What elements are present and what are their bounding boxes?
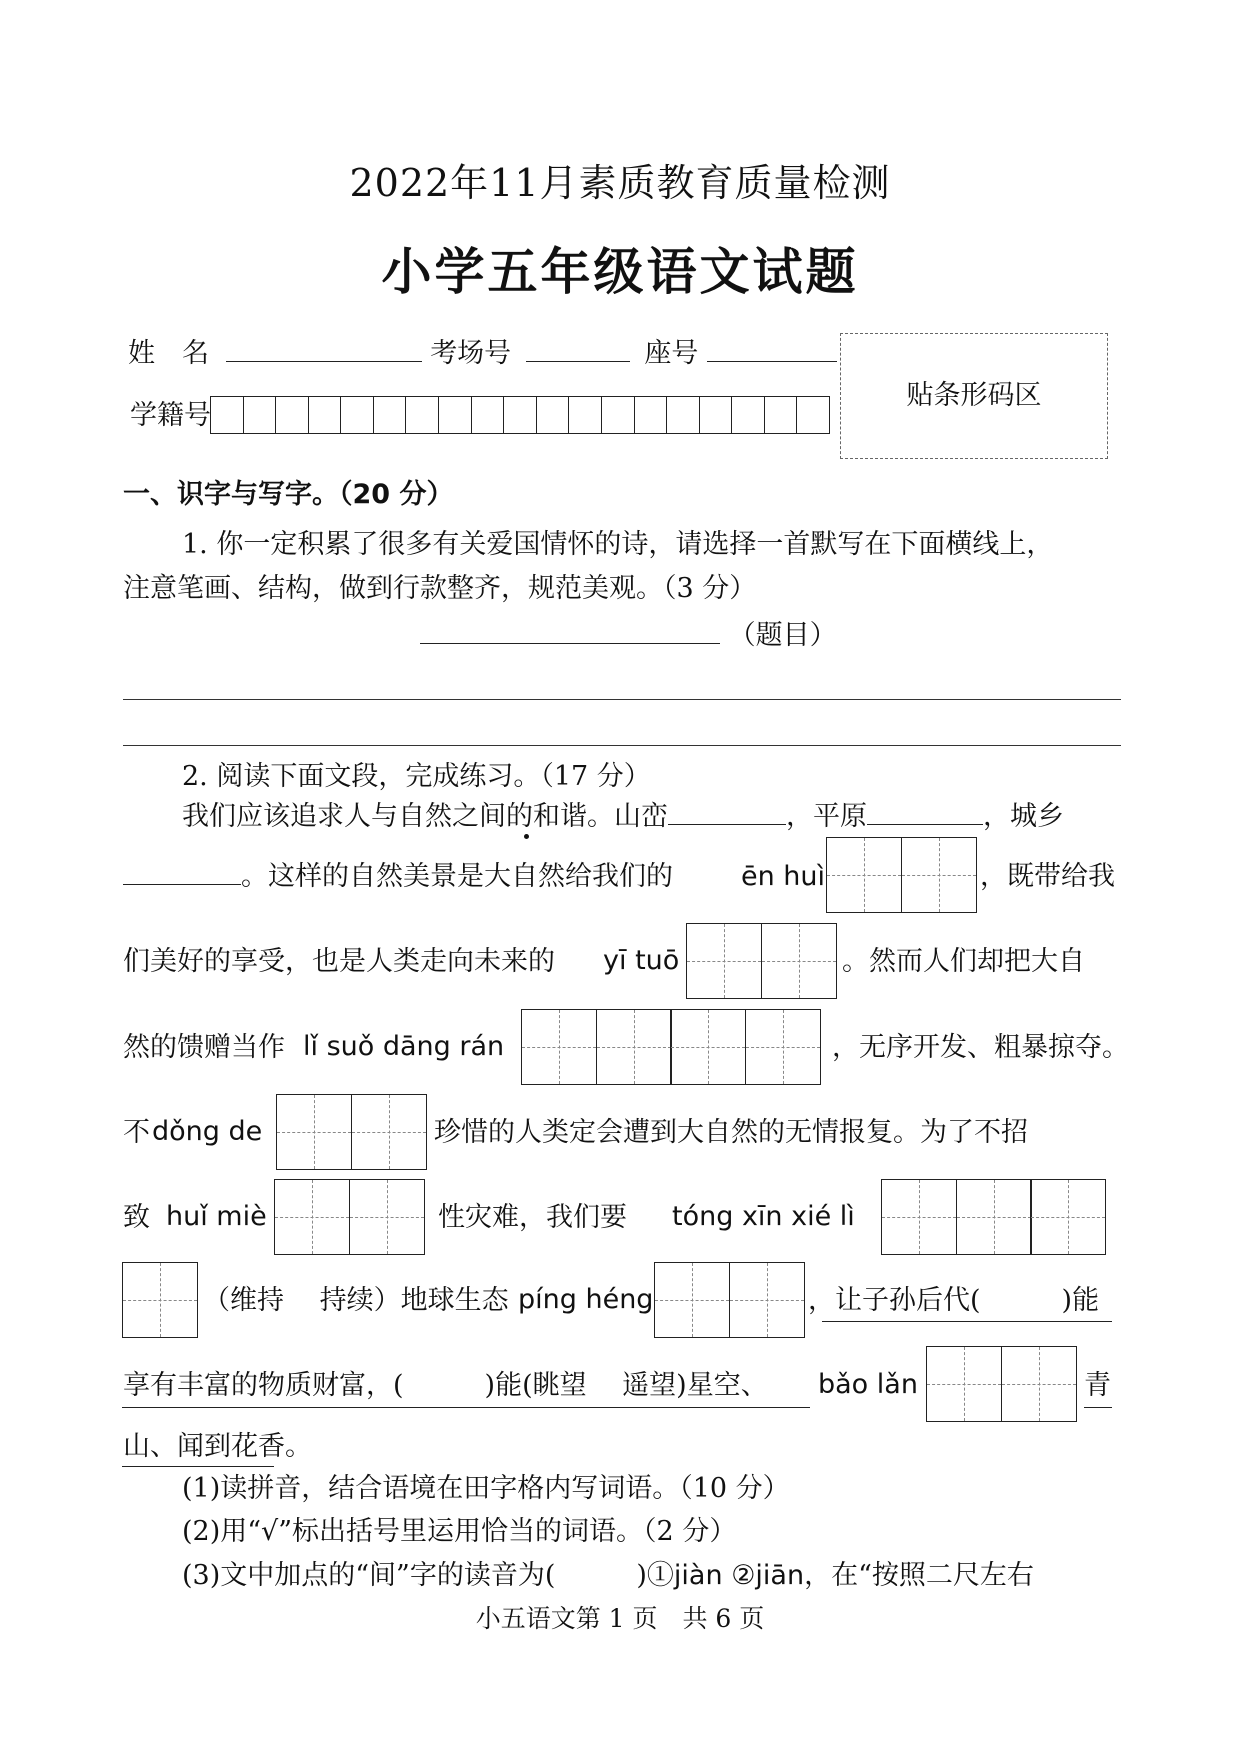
emphasis-dot	[524, 834, 529, 839]
poem-title-field[interactable]	[420, 619, 720, 644]
tianzige-cell[interactable]	[349, 1179, 425, 1255]
passage-text: ②	[731, 1560, 756, 1591]
page-footer: 小五语文第 1 页 共 6 页	[475, 1604, 765, 1633]
answer-line-1[interactable]	[123, 699, 1121, 700]
pinyin-dong-de: dǒng de	[152, 1116, 263, 1147]
tianzige-cell[interactable]	[596, 1009, 672, 1085]
poem-title-hint: （题目）	[728, 620, 837, 651]
passage-line-6: 致	[123, 1202, 150, 1233]
q1-title-row	[420, 619, 837, 653]
answer-line-2[interactable]	[123, 745, 1121, 746]
pinyin-bao-lan: bǎo lǎn	[818, 1369, 918, 1400]
q1-line1: 1. 你一定积累了很多有关爱国情怀的诗，请选择一首默写在下面横线上，	[182, 529, 1054, 560]
tianzige-cell[interactable]	[826, 837, 902, 913]
tianzige-cell[interactable]	[926, 1346, 1002, 1422]
tianzige-cell[interactable]	[276, 1094, 352, 1170]
q2-title: 2. 阅读下面文段，完成练习。（17 分）	[182, 761, 651, 792]
q1-line2: 注意笔画、结构，做到行款整齐，规范美观。（3 分）	[123, 573, 757, 604]
exam-title: 2022年11月素质教育质量检测	[349, 161, 891, 205]
tianzige-cell[interactable]	[686, 923, 762, 999]
name-field[interactable]	[226, 337, 422, 362]
passage-text: ，在“按照二尺左右	[804, 1560, 1034, 1591]
passage-line-2	[123, 860, 673, 894]
underline-marker	[1084, 1407, 1112, 1408]
sub-question-2: (2)用“√”标出括号里运用恰当的词语。（2 分）	[182, 1516, 737, 1547]
room-label: 考场号	[430, 338, 512, 369]
underline-marker	[822, 1321, 1112, 1322]
passage-line-9: 山、闻到花香。	[123, 1431, 312, 1462]
tianzige-cell[interactable]	[956, 1179, 1032, 1255]
tianzige-cell[interactable]	[761, 923, 837, 999]
passage-line-5: 不	[123, 1117, 150, 1148]
blank-shanluan[interactable]	[668, 800, 786, 825]
name-row	[128, 337, 837, 371]
passage-text: ，平原	[786, 801, 867, 832]
blank-chengxiang[interactable]	[123, 860, 241, 885]
passage-line-1	[182, 800, 1064, 834]
pinyin-tong-xin-xie-li: tóng xīn xié lì	[672, 1201, 855, 1232]
tianzige-cell[interactable]	[729, 1262, 805, 1338]
tianzige-cell[interactable]	[745, 1009, 821, 1085]
grid-tong-xin-xie-li[interactable]	[881, 1179, 1105, 1255]
tianzige-cell[interactable]	[901, 837, 977, 913]
barcode-area: 贴条形码区	[840, 333, 1108, 459]
pinyin-en-hui: ēn huì	[741, 861, 826, 892]
tianzige-cell[interactable]	[1001, 1346, 1077, 1422]
pinyin-hui-mie: huǐ miè	[166, 1201, 267, 1232]
section-1-title: 一、识字与写字。（20 分）	[123, 479, 454, 510]
blank-pingyuan[interactable]	[867, 800, 983, 825]
pinyin-jian4: jiàn	[673, 1560, 723, 1591]
tianzige-cell[interactable]	[351, 1094, 427, 1170]
paper-title: 小学五年级语文试题	[381, 242, 859, 301]
pinyin-yi-tuo: yī tuō	[603, 945, 680, 976]
tianzige-cell[interactable]	[1030, 1179, 1106, 1255]
passage-text: 。这样的自然美景是大自然给我们的	[241, 861, 673, 892]
passage-text: ，让子孙后代( )能	[808, 1285, 1100, 1316]
sub-question-3	[182, 1559, 1034, 1593]
room-field[interactable]	[526, 337, 630, 362]
tianzige-cell[interactable]	[122, 1262, 198, 1338]
tianzige-cell[interactable]	[654, 1262, 730, 1338]
seat-label: 座号	[644, 338, 699, 369]
student-id-grid[interactable]	[210, 396, 830, 434]
passage-line-4: 然的馈赠当作	[123, 1032, 285, 1063]
pinyin-ping-heng: píng héng	[518, 1284, 654, 1315]
passage-line-8: 享有丰富的物质财富，( )能(眺望 遥望)星空、	[123, 1370, 768, 1401]
grid-li-suo-dang-ran[interactable]	[521, 1009, 819, 1085]
grid-hui-mie[interactable]	[274, 1179, 423, 1255]
sub-question-1: (1)读拼音，结合语境在田字格内写词语。（10 分）	[182, 1473, 790, 1504]
student-id-label: 学籍号	[130, 400, 211, 431]
grid-yi-tuo[interactable]	[686, 923, 835, 999]
passage-line-7: （维持 持续）地球生态	[203, 1285, 509, 1316]
grid-en-hui[interactable]	[826, 837, 975, 913]
passage-line-3: 们美好的享受，也是人类走向未来的	[123, 946, 555, 977]
passage-text: ，城乡	[983, 801, 1064, 832]
passage-text: ，既带给我	[980, 861, 1115, 892]
pinyin-li-suo-dang-ran: lǐ suǒ dāng rán	[303, 1031, 505, 1062]
underline-marker	[122, 1407, 810, 1408]
name-label: 姓 名	[128, 338, 209, 369]
grid-bao-lan[interactable]	[926, 1346, 1075, 1422]
grid-ping-heng[interactable]	[654, 1262, 803, 1338]
tianzige-cell[interactable]	[274, 1179, 350, 1255]
seat-field[interactable]	[707, 337, 837, 362]
passage-text: 我们应该追求人与自然之间的和谐。山峦	[182, 801, 668, 832]
passage-text: 珍惜的人类定会遭到大自然的无情报复。为了不招	[434, 1117, 1028, 1148]
grid-tong-xin-xie-li-cont[interactable]	[122, 1262, 197, 1338]
passage-text: 青	[1084, 1370, 1111, 1401]
grid-dong-de[interactable]	[276, 1094, 425, 1170]
pinyin-jian1: jiān	[755, 1560, 805, 1591]
passage-text: 性灾难，我们要	[438, 1202, 627, 1233]
passage-text: (3)文中加点的“间”字的读音为( )①	[182, 1560, 674, 1591]
underline-marker	[122, 1466, 274, 1467]
passage-text: ，无序开发、粗暴掠夺。	[832, 1032, 1129, 1063]
tianzige-cell[interactable]	[670, 1009, 746, 1085]
passage-text: 。然而人们却把大自	[842, 946, 1085, 977]
tianzige-cell[interactable]	[521, 1009, 597, 1085]
tianzige-cell[interactable]	[881, 1179, 957, 1255]
